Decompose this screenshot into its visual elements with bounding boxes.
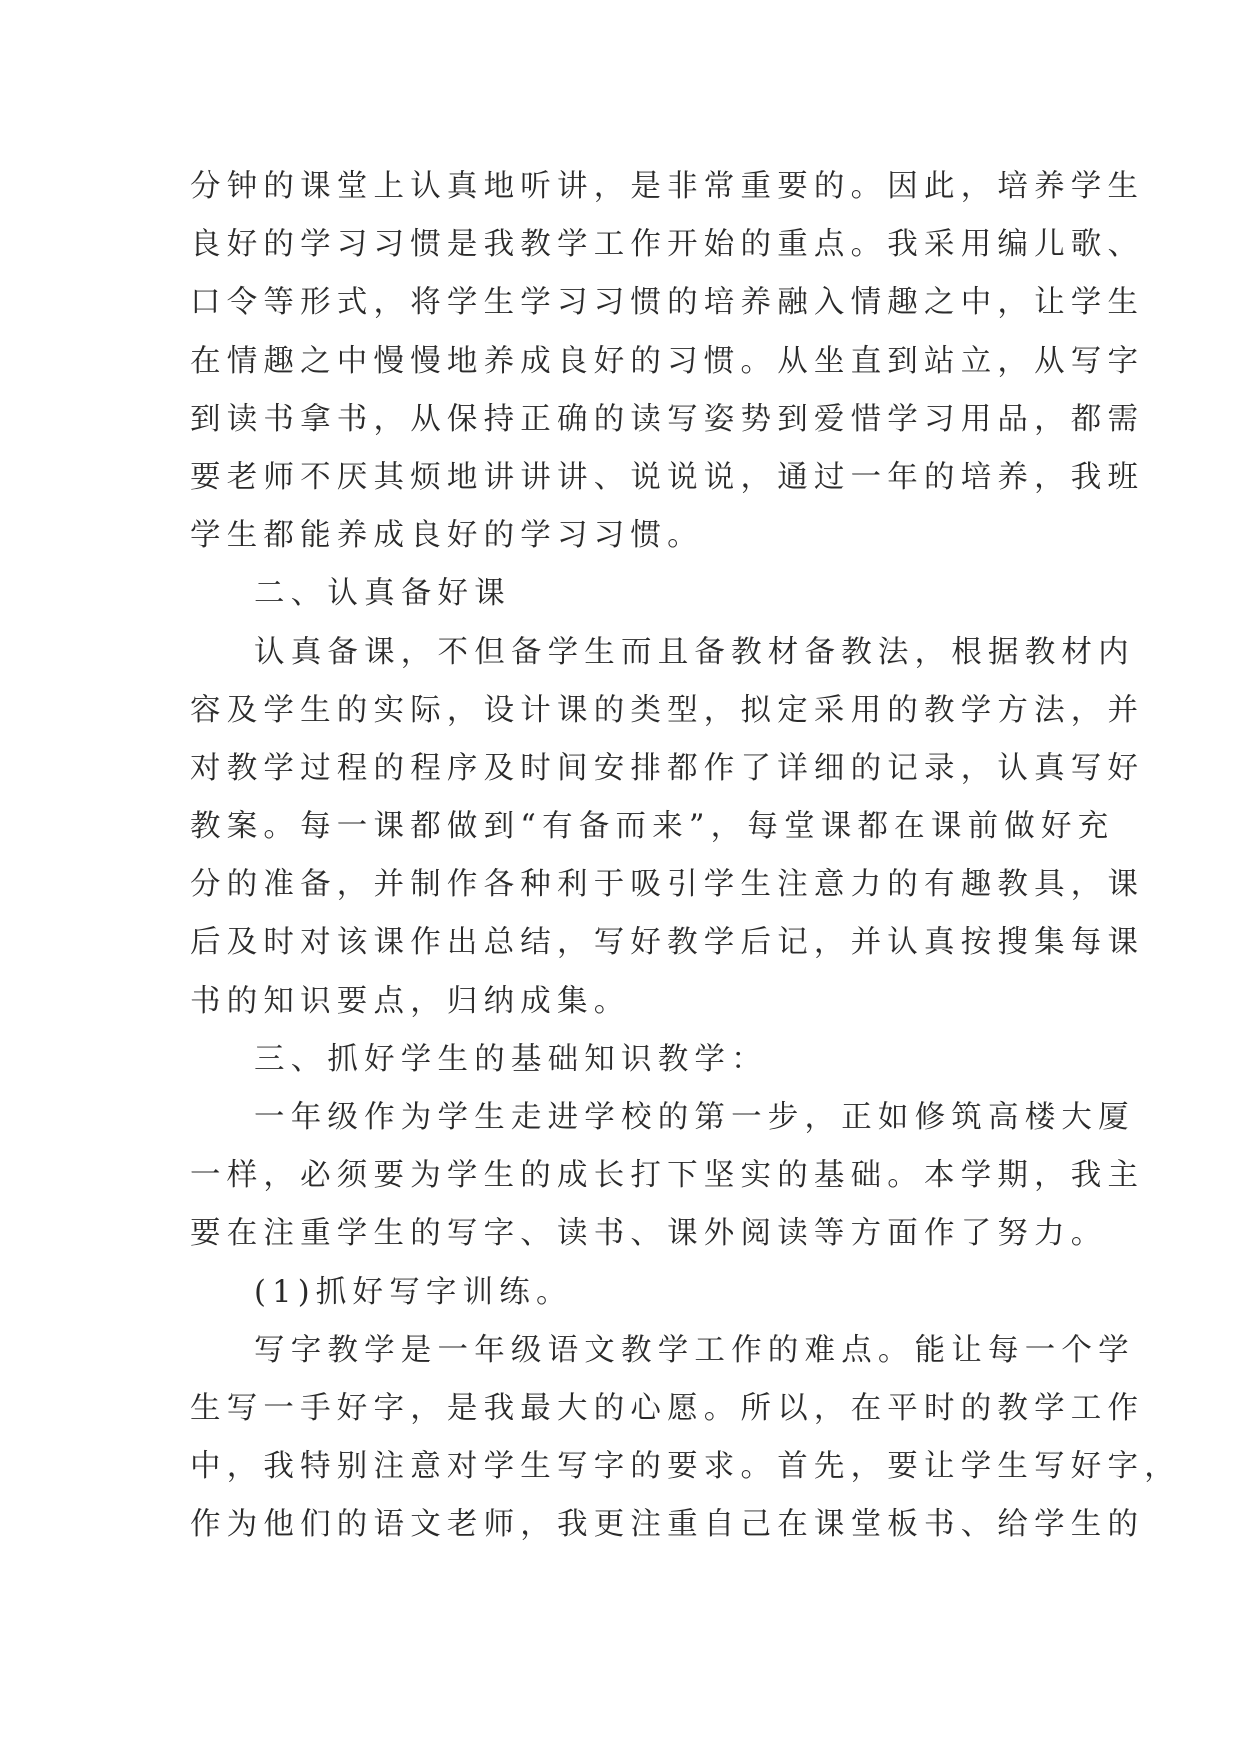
text-line: 生写一手好字，是我最大的心愿。所以，在平时的教学工作 bbox=[190, 1390, 1145, 1426]
text-line: 中，我特别注意对学生写字的要求。首先，要让学生写好字， bbox=[190, 1449, 1181, 1485]
section-heading: 三、抓好学生的基础知识教学： bbox=[254, 1041, 768, 1077]
text-line: 学生都能养成良好的学习习惯。 bbox=[190, 518, 704, 554]
text-line: 分的准备，并制作各种利于吸引学生注意力的有趣教具，课 bbox=[190, 867, 1145, 903]
text-line: 作为他们的语文老师，我更注重自己在课堂板书、给学生的 bbox=[190, 1507, 1145, 1543]
text-line: 要老师不厌其烦地讲讲讲、说说说，通过一年的培养，我班 bbox=[190, 459, 1145, 495]
text-line: 要在注重学生的写字、读书、课外阅读等方面作了努力。 bbox=[190, 1216, 1108, 1252]
subsection-heading: (1)抓好写字训练。 bbox=[254, 1274, 573, 1310]
paragraph-first-line: 认真备课，不但备学生而且备教材备教法，根据教材内 bbox=[254, 634, 1135, 670]
text-line: 后及时对该课作出总结，写好教学后记，并认真按搜集每课 bbox=[190, 925, 1145, 961]
text-line: 一样，必须要为学生的成长打下坚实的基础。本学期，我主 bbox=[190, 1158, 1145, 1194]
text-line: 良好的学习习惯是我教学工作开始的重点。我采用编儿歌、 bbox=[190, 227, 1145, 263]
text-line: 对教学过程的程序及时间安排都作了详细的记录，认真写好 bbox=[190, 750, 1145, 786]
text-line: 教案。每一课都做到“有备而来”，每堂课都在课前做好充 bbox=[190, 809, 1115, 845]
document-body bbox=[190, 158, 1181, 1555]
text-line: 在情趣之中慢慢地养成良好的习惯。从坐直到站立，从写字 bbox=[190, 343, 1145, 379]
section-heading: 二、认真备好课 bbox=[254, 576, 511, 612]
paragraph-first-line: 一年级作为学生走进学校的第一步，正如修筑高楼大厦 bbox=[254, 1100, 1135, 1135]
paragraph-first-line: 写字教学是一年级语文教学工作的难点。能让每一个学 bbox=[254, 1332, 1135, 1368]
text-line: 书的知识要点，归纳成集。 bbox=[190, 983, 631, 1019]
text-line: 口令等形式，将学生学习习惯的培养融入情趣之中，让学生 bbox=[190, 285, 1145, 321]
text-line: 到读书拿书，从保持正确的读写姿势到爱惜学习用品，都需 bbox=[190, 401, 1145, 437]
text-line: 容及学生的实际，设计课的类型，拟定采用的教学方法，并 bbox=[190, 692, 1145, 728]
text-line: 分钟的课堂上认真地听讲，是非常重要的。因此，培养学生 bbox=[190, 169, 1145, 204]
